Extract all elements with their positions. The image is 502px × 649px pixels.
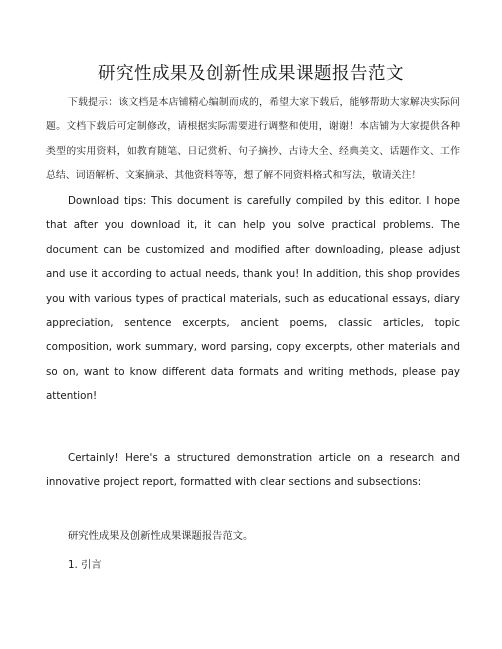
intro-paragraph: Certainly! Here's a structured demonstration article on a research and innovative project report, formatted with clear sections and subsections: (46, 452, 460, 489)
report-subtitle: 研究性成果及创新性成果课题报告范文。 (68, 530, 254, 542)
download-notice-chinese: 下载提示：该文档是本店铺精心编制而成的，希望大家下载后，能够帮助大家解决实际问题。文档下载后可定制修改，请根据实际需要进行调整和使用，谢谢！本店铺为大家提供各种类型的实用资料，如教育随笔、日记赏析、句子摘抄、古诗大全、经典美文、话题作文、工作总结、词语解析、文案摘录、其他资料等等，想了解不同资料格式和写法，敬请关注！ (46, 97, 460, 182)
document-title: 研究性成果及创新性成果课题报告范文 (98, 64, 404, 84)
section-heading-introduction: 1. 引言 (68, 559, 102, 571)
download-notice-english: Download tips: This document is carefully compiled by this editor. I hope that after you download it, it can help you solve practical problems. The document can be customized and modified after downloading, please adjust and use it according to actual needs, thank you! In addition, this shop provides you with various types of practical materials, such as educational essays, diary appreciation, sentence excerpts, ancient poems, classic articles, topic composition, work summary, word parsing, copy excerpts, other materials and so on, want to know different data formats and writing methods, please pay attention! (46, 195, 460, 403)
